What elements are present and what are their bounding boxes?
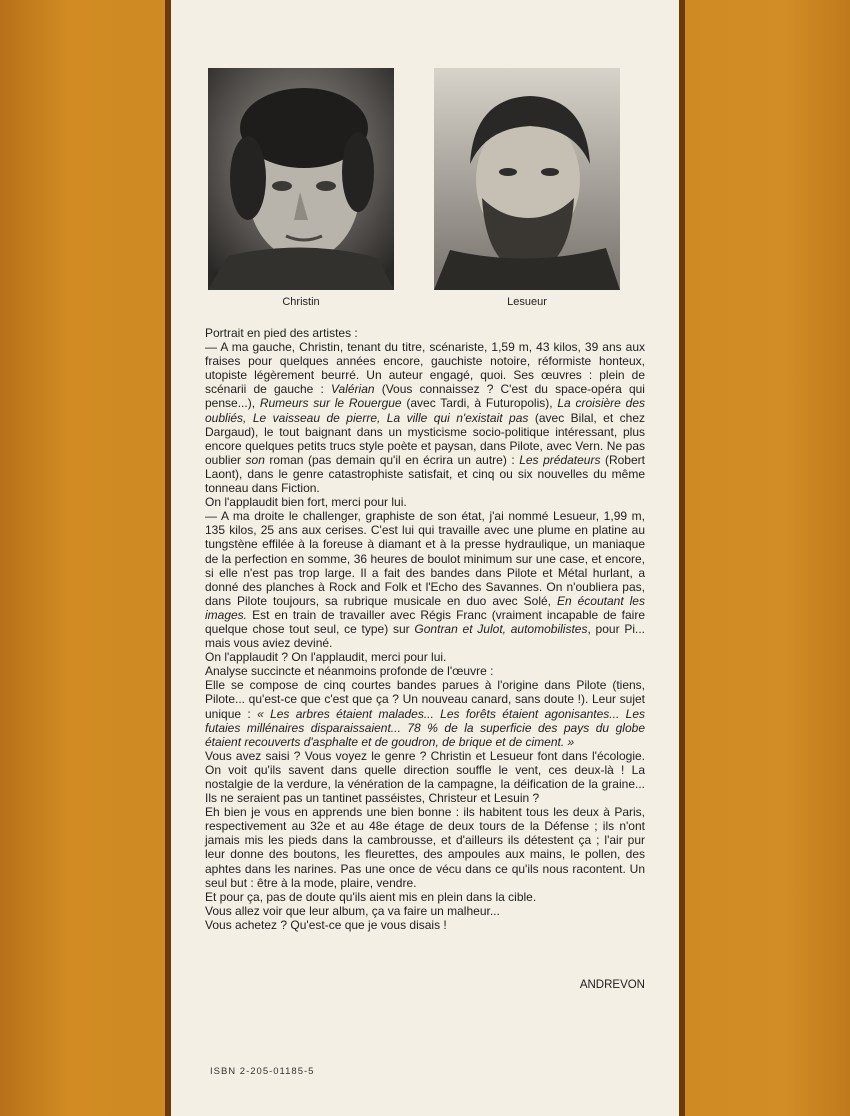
line-achetez: Vous achetez ? Qu'est-ce que je vous disais ! [205,917,447,932]
text-run: (avec Tardi, à Futuropolis), [401,396,558,411]
intro-line: Portrait en pied des artistes : [205,326,358,340]
cover-seam-right [679,0,685,1116]
article-body [205,326,645,932]
paragraph-lesueur [205,509,645,650]
line-cible: Et pour ça, pas de doute qu'ils aient mis en plein dans la cible. [205,889,537,904]
title-croisiere: La croisière des oubliés, Le vaisseau de pierre, La ville qui n'existait pas [205,396,645,425]
orange-cover-band-left [0,0,170,1116]
line-malheur: Vous allez voir que leur album, ça va faire un malheur... [205,903,500,918]
portrait-photo-lesueur [434,68,620,290]
isbn-number: ISBN 2-205-01185-5 [210,1066,315,1077]
text-run: Elle se compose de cinq courtes bandes parues à l'origine dans Pilote (tiens, Pilote... qu'est-ce que c'est que ça ? Un nouveau canard, sans doute !). Leur sujet unique : [205,678,645,721]
text-run: (Vous connaissez ? C'est du space-opéra qui pense...), [205,382,645,411]
photo-caption-christin: Christin [282,296,320,308]
title-predateurs: Les prédateurs [519,452,601,467]
paragraph-ecologie: Vous avez saisi ? Vous voyez le genre ? Christin et Lesueur font dans l'écologie. On voit qu'ils savent dans quelle direction souffle le vent, ces deux-là ! La nostalgie de la verdure, la vénération de la campagne, la déification de la graine... Ils ne seraient pas un tantinet passéistes, Christeur et Lesuin ? [205,748,645,806]
title-valerian: Valérian [330,382,375,397]
emphasis-son: son [245,452,265,467]
quote-excerpt: « Les arbres étaient malades... Les forêts étaient agonisantes... Les futaies millénaires disparaissaient... 78 % de la superficie des pays du globe étaient recouverts d'asphalte et de goudron, de brique et de ciment. » [205,706,645,749]
photo-caption-lesueur: Lesueur [507,296,547,308]
portrait-photo-christin [208,68,394,290]
text-run: roman (pas demain qu'il en écrira un autre) : [264,452,520,467]
title-rumeurs: Rumeurs sur le Rouergue [259,396,402,411]
text-run: — A ma gauche, Christin, tenant du titre, scénariste, 1,59 m, 43 kilos, 39 ans aux fraises pour quelques années encore, gauchiste notoire, réformiste honteux, utopiste légèrement beurré. Un auteur engagé, quoi. Ses œuvres : plein de scénarii de gauche : [205,340,645,397]
text-run: (avec Bilal, et chez Dargaud), le tout baignant dans un mysticisme socio-politique intéressant, plus encore quelques petits trucs style poète et paysan, dans Pilote, avec Vern. Ne pas oublier [205,410,645,467]
text-run: — A ma droite le challenger, graphiste de son état, j'ai nommé Lesueur, 1,99 m, 135 kilos, 25 ans aux cerises. C'est lui qui travaille avec une plume en platine au tungstène effilée à la foreuse à diamant et à la presse hydraulique, un maniaque de la perfection en somme, 36 heures de boulot minimum sur une case, et encore, si elle n'est pas trop large. Il a fait des bandes dans Pilote et Métal hurlant, a donné des planches à Rock and Folk et l'Echo des Savannes. On n'oubliera pas, dans Pilote toujours, sa rubrique musicale en duo avec Solé, [205,509,645,608]
applause-line-1: On l'applaudit bien fort, merci pour lui. [205,495,407,510]
orange-cover-band-right [680,0,850,1116]
text-run: Est en train de travailler avec Régis Franc (vraiment incapable de faire quelque chose tout seul, ce type) sur [205,607,645,636]
title-gontran: Gontran et Julot, automobilistes [414,621,588,636]
paragraph-analyse [205,678,645,748]
paragraph-christin [205,340,645,495]
author-signature: ANDREVON [579,979,645,991]
analyse-heading: Analyse succincte et néanmoins profonde de l'œuvre : [205,664,494,679]
paragraph-defense: Eh bien je vous en apprends une bien bonne : ils habitent tous les deux à Paris, respectivement au 32e et au 48e étage de deux tours de la Défense ; ils n'ont jamais mis les pieds dans la cambrousse, et d'ailleurs ils détestent ça ; l'air pur leur donne des boutons, les fleurettes, des ampoules aux mains, le pollen, des aphtes dans les narines. Pas une once de vécu dans ce qu'ils nous racontent. Un seul but : être à la mode, plaire, vendre. [205,805,645,890]
title-ecoutant: En écoutant les images. [205,593,645,622]
applause-line-2: On l'applaudit ? On l'applaudit, merci pour lui. [205,650,447,665]
text-run: , pour Pi... mais vous aviez deviné. [205,621,645,651]
text-run: (Robert Laont), dans le genre catastrophiste satisfait, et cinq ou six nouvelles du même tonneau dans Fiction. [205,452,645,496]
